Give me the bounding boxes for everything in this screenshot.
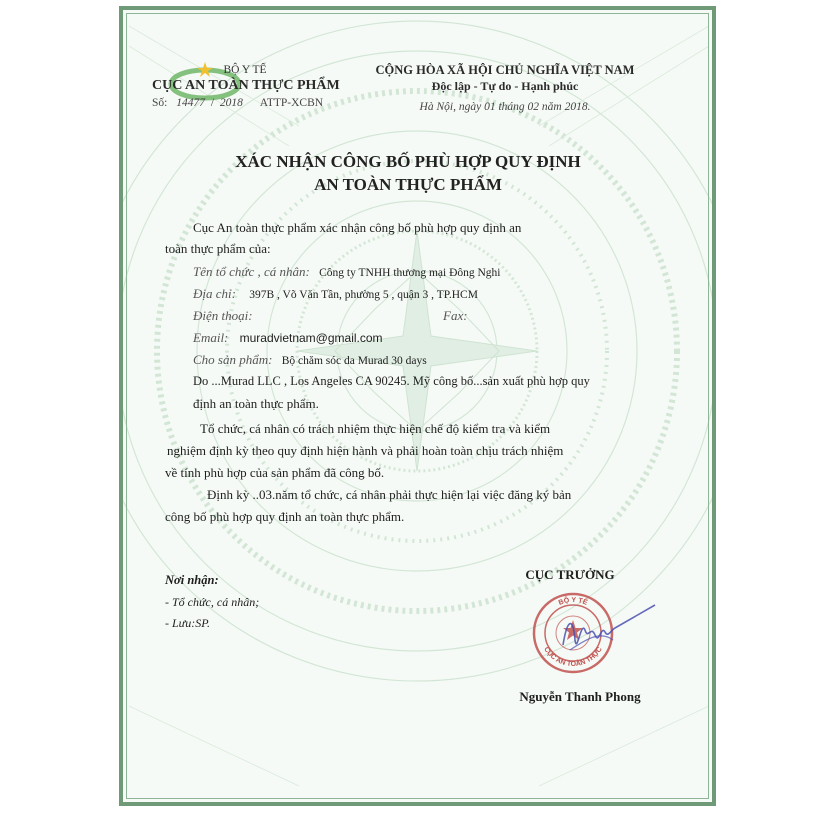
number-code: ATTP-XCBN xyxy=(259,97,324,109)
address-label: Địa chỉ: xyxy=(193,286,236,301)
ministry-name: BỘ Y TẾ xyxy=(223,64,267,76)
renewal-line2: công bố phù hợp quy định an toàn thực phẩm. xyxy=(165,509,405,524)
recipients-heading: Nơi nhận: xyxy=(165,573,219,587)
fax-label: Fax: xyxy=(443,308,468,323)
national-motto: Độc lập - Tự do - Hạnh phúc xyxy=(431,79,579,93)
product-label: Cho sản phẩm: xyxy=(193,352,273,367)
renewal-line1: Định kỳ ..03.năm tổ chức, cá nhân phải thực hiện lại việc đăng ký bản xyxy=(207,487,572,502)
responsibility-line3: về tính phù hợp của sản phẩm đã công bố. xyxy=(165,465,385,480)
recipient-item: - Tổ chức, cá nhân; xyxy=(165,595,260,609)
address-row xyxy=(193,286,478,302)
email-label: Email: xyxy=(193,330,229,345)
email-row xyxy=(193,330,383,346)
place-and-date: Hà Nội, ngày 01 tháng 02 năm 2018. xyxy=(419,101,591,113)
country-name: CỘNG HÒA XÃ HỘI CHỦ NGHĨA VIỆT NAM xyxy=(375,63,635,77)
address-value: 397B , Võ Văn Tần, phường 5 , quận 3 , TP.HCM xyxy=(249,289,478,301)
number-label: Số: xyxy=(152,97,168,109)
signer-name: Nguyễn Thanh Phong xyxy=(519,689,641,704)
responsibility-line1: Tổ chức, cá nhân có trách nhiệm thực hiện chế độ kiểm tra và kiểm xyxy=(200,421,551,436)
signer-title: CỤC TRƯỞNG xyxy=(525,567,615,582)
maker-line2: định an toàn thực phẩm. xyxy=(193,396,319,411)
document-title-line2: AN TOÀN THỰC PHẨM xyxy=(314,175,502,194)
responsibility-line2: nghiệm định kỳ theo quy định hiện hành và phải hoàn toàn chịu trách nhiệm xyxy=(167,443,564,458)
seal-bottom-text: CỤC AN TOÀN THỰC xyxy=(542,646,604,669)
product-value: Bộ chăm sóc da Murad 30 days xyxy=(281,355,427,367)
number-value: 14477 xyxy=(176,97,205,109)
intro-line1: Cục An toàn thực phẩm xác nhận công bố phù hợp quy định an xyxy=(193,220,522,235)
org-value: Công ty TNHH thương mại Đông Nghi xyxy=(319,267,501,279)
org-row xyxy=(193,264,501,280)
agency-name: CỤC AN TOÀN THỰC PHẨM xyxy=(152,78,340,93)
intro-line2: toàn thực phẩm của: xyxy=(165,241,271,256)
seal-top-text: BỘ Y TẾ xyxy=(557,596,589,607)
document-number: Số: 14477 / 2018 ATTP-XCBN xyxy=(152,97,324,109)
maker-line1: Do ...Murad LLC , Los Angeles CA 90245. Mỹ công bố...sản xuất phù hợp quy xyxy=(193,374,590,388)
recipient-item: - Lưu:SP. xyxy=(165,616,210,630)
document-title-line1: XÁC NHẬN CÔNG BỐ PHÙ HỢP QUY ĐỊNH xyxy=(235,152,581,171)
product-row xyxy=(193,352,427,368)
phone-label: Điện thoại: xyxy=(193,308,253,323)
number-year: 2018 xyxy=(219,97,243,109)
org-label: Tên tổ chức , cá nhân: xyxy=(193,264,310,279)
handwritten-signature-icon xyxy=(555,600,665,670)
email-value: muradvietnam@gmail.com xyxy=(239,331,383,345)
